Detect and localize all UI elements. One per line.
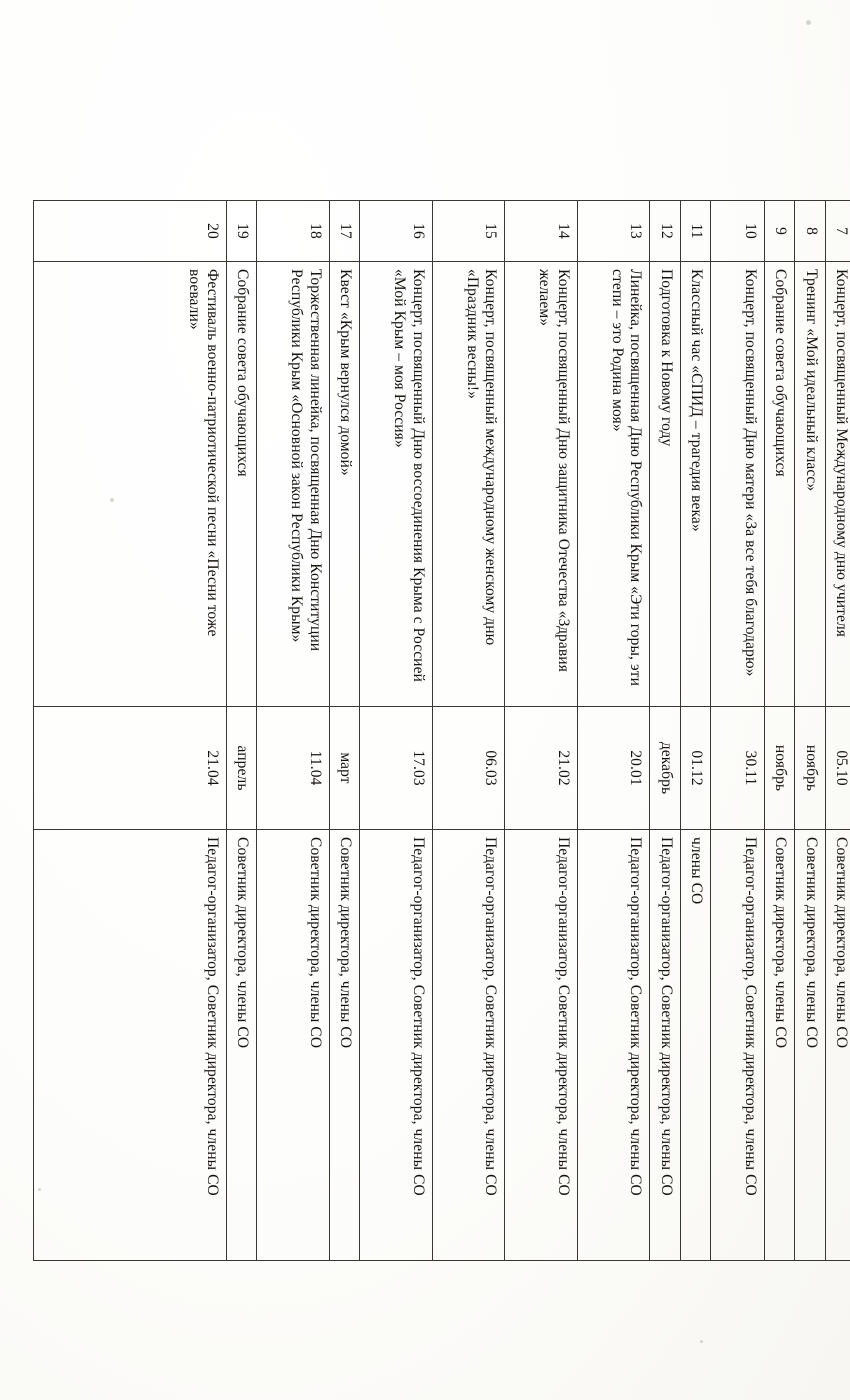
cell-number: 12 [650,201,680,262]
table-row [577,201,650,1261]
cell-date: 11.04 [257,707,330,830]
cell-event-name: Торжественная линейка, посвященная Дню Конституции Республики Крым «Основной закон Республики Крым» [257,262,330,707]
cell-responsible: члены СО [680,830,710,1261]
cell-event-name: Фестиваль военно-патриотической песни «Песни тоже воевали» [34,262,227,707]
cell-number: 13 [577,201,650,262]
cell-event-name: Концерт, посвященный Дню матери «За все тебя благодарю» [710,262,764,707]
cell-event-name: Подготовка к Новому году [650,262,680,707]
cell-date: апрель [226,707,256,830]
cell-event-name: Классный час «СПИД – трагедия века» [680,262,710,707]
cell-number: 8 [795,201,825,262]
cell-date: декабрь [650,707,680,830]
cell-event-name: Собрание совета обучающихся [226,262,256,707]
cell-number: 17 [329,201,359,262]
cell-date: 21.04 [34,707,227,830]
cell-date: 30.11 [710,707,764,830]
cell-number: 19 [226,201,256,262]
cell-date: 17.03 [360,707,433,830]
table-row [765,201,795,1261]
cell-date: 05.10 [825,707,850,830]
cell-responsible: Советник директора, члены СО [765,830,795,1261]
cell-date: 06.03 [432,707,505,830]
table-row [680,201,710,1261]
cell-date: ноябрь [795,707,825,830]
table-body [34,201,850,1261]
cell-event-name: Тренинг «Мой идеальный класс» [795,262,825,707]
cell-date: 01.12 [680,707,710,830]
cell-event-name: Концерт, посвященный международному женскому дню «Праздник весны!» [432,262,505,707]
cell-date: 21.02 [505,707,578,830]
cell-responsible: Педагог-организатор, Советник директора, члены СО [577,830,650,1261]
cell-date: ноябрь [765,707,795,830]
cell-event-name: Квест «Крым вернулся домой» [329,262,359,707]
cell-responsible: Советник директора, члены СО [825,830,850,1261]
cell-responsible: Советник директора, члены СО [795,830,825,1261]
events-table [33,200,850,1261]
table-row [505,201,578,1261]
cell-number: 14 [505,201,578,262]
cell-responsible: Советник директора, члены СО [226,830,256,1261]
table-row [710,201,764,1261]
cell-number: 9 [765,201,795,262]
table-row [650,201,680,1261]
cell-number: 18 [257,201,330,262]
cell-number: 11 [680,201,710,262]
cell-responsible: Педагог-организатор, Советник директора, члены СО [360,830,433,1261]
cell-date: март [329,707,359,830]
cell-responsible: Педагог-организатор, Советник директора, члены СО [432,830,505,1261]
table-row [795,201,825,1261]
table-row [257,201,330,1261]
table-row [360,201,433,1261]
cell-number: 7 [825,201,850,262]
cell-event-name: Собрание совета обучающихся [765,262,795,707]
table-row [329,201,359,1261]
cell-event-name: Линейка, посвященная Дню Республики Крым «Эти горы, эти степи – это Родина моя» [577,262,650,707]
cell-responsible: Педагог-организатор, Советник директора, члены СО [710,830,764,1261]
cell-responsible: Педагог-организатор, Советник директора, члены СО [650,830,680,1261]
table-stage [0,195,850,1205]
cell-number: 15 [432,201,505,262]
cell-responsible: Советник директора, члены СО [257,830,330,1261]
table-row [432,201,505,1261]
table-row [34,201,227,1261]
cell-number: 16 [360,201,433,262]
cell-event-name: Концерт, посвященный Дню воссоединения Крыма с Россией «Мой Крым – моя Россия» [360,262,433,707]
cell-number: 10 [710,201,764,262]
cell-responsible: Педагог-организатор, Советник директора, члены СО [505,830,578,1261]
cell-responsible: Советник директора, члены СО [329,830,359,1261]
cell-responsible: Педагог-организатор, Советник директора, члены СО [34,830,227,1261]
table-row [825,201,850,1261]
cell-event-name: Концерт, посвященный Международному дню учителя [825,262,850,707]
cell-number: 20 [34,201,227,262]
cell-date: 20.01 [577,707,650,830]
cell-event-name: Концерт, посвященный Дню защитника Отечества «Здравия желаем» [505,262,578,707]
table-row [226,201,256,1261]
